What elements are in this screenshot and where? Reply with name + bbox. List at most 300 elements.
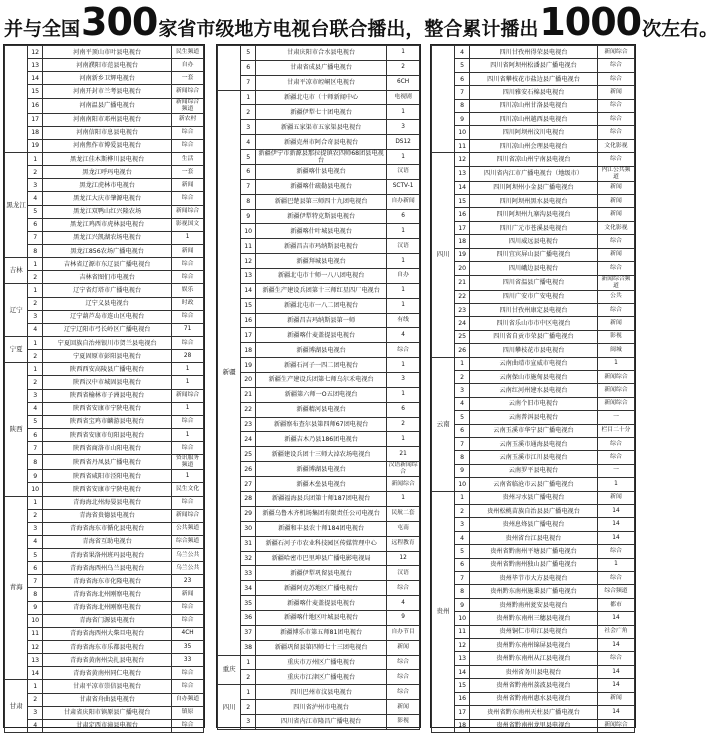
- table-row: [432, 558, 635, 571]
- channel-cell: 1: [597, 478, 634, 491]
- table-row: [432, 598, 635, 611]
- station-name-cell: 甘肃省庆阳市镇原县广播电视台: [43, 706, 172, 719]
- table-row: [432, 153, 635, 166]
- row-number-cell: 25: [241, 447, 256, 462]
- station-table: [217, 45, 420, 730]
- headline-prefix: 并与全国: [4, 18, 81, 40]
- row-number-cell: 13: [455, 166, 470, 181]
- channel-cell: 综合: [172, 258, 204, 271]
- table-row: [5, 455, 204, 470]
- row-number-cell: 9: [241, 209, 256, 224]
- channel-cell: 都市: [597, 598, 634, 611]
- row-number-cell: 13: [241, 269, 256, 284]
- table-row: [218, 75, 420, 90]
- station-name-cell: 新疆石河子一四二团电视台: [256, 358, 387, 373]
- station-name-cell: 陕西汉中市城固县电视台: [43, 376, 172, 389]
- channel-cell: 1: [387, 298, 420, 313]
- row-number-cell: 5: [28, 549, 43, 562]
- province-cell: 陕西: [5, 363, 28, 496]
- station-name-cell: 四川省自贡市荣县广播电视台: [470, 330, 598, 343]
- row-number-cell: 14: [28, 72, 43, 85]
- row-number-cell: 23: [455, 303, 470, 316]
- table-row: [5, 428, 204, 441]
- station-name-cell: 青海省贵德县电视台: [43, 509, 172, 522]
- channel-cell: 综合: [597, 572, 634, 585]
- station-name-cell: 新疆喀什疏勒县电视台: [256, 179, 387, 194]
- row-number-cell: 8: [455, 451, 470, 464]
- channel-cell: 4: [387, 328, 420, 343]
- row-number-cell: 2: [241, 670, 256, 685]
- station-name-cell: 新疆喀什县电视台: [256, 165, 387, 180]
- table-row: [218, 506, 420, 521]
- channel-cell: 新闻: [597, 208, 634, 221]
- channel-cell: 14: [597, 531, 634, 544]
- row-number-cell: 20: [241, 373, 256, 388]
- row-number-cell: 24: [455, 317, 470, 330]
- station-name-cell: 四川阿坝州小金县广播电视台: [470, 181, 598, 194]
- channel-cell: 21: [387, 447, 420, 462]
- province-cell: 四川: [218, 685, 241, 730]
- row-number-cell: 2: [241, 105, 256, 120]
- station-table: [431, 45, 635, 733]
- station-name-cell: 新疆福海县兵团第十师187团电视台: [256, 492, 387, 507]
- channel-cell: 综合: [387, 670, 420, 685]
- row-number-cell: 5: [28, 205, 43, 218]
- table-row: [5, 350, 204, 363]
- station-name-cell: 青海省黄南州尖扎县电视台: [43, 654, 172, 667]
- table-row: [218, 283, 420, 298]
- table-row: [218, 714, 420, 729]
- station-name-cell: 陕西西安高陵县广播电视台: [43, 363, 172, 376]
- row-number-cell: 15: [455, 679, 470, 692]
- table-row: [5, 113, 204, 126]
- station-name-cell: 贵州铜仁市印江县电视台: [470, 625, 598, 638]
- table-row: [5, 244, 204, 257]
- channel-cell: 乌兰公共: [172, 549, 204, 562]
- table-row: [218, 477, 420, 492]
- station-name-cell: 河南平顶山市叶县电视台: [43, 46, 172, 59]
- headline-suffix: 次左右。: [642, 18, 718, 40]
- row-number-cell: 4: [28, 323, 43, 336]
- table-row: [5, 59, 204, 72]
- channel-cell: 3: [387, 373, 420, 388]
- headline-big-number-1000: 1000: [539, 0, 642, 44]
- station-name-cell: 四川广元市苍溪县电视台: [470, 221, 598, 234]
- channel-cell: 6CH: [387, 75, 420, 90]
- table-row: [5, 98, 204, 113]
- row-number-cell: 32: [241, 551, 256, 566]
- channel-cell: 综合: [597, 72, 634, 85]
- station-name-cell: 甘肃平凉市崆峒区电视台: [256, 75, 387, 90]
- station-name-cell: 黑龙江佳木斯桦川县电视台: [43, 152, 172, 165]
- row-number-cell: 15: [455, 195, 470, 208]
- channel-cell: 1: [387, 46, 420, 61]
- row-number-cell: 9: [28, 601, 43, 614]
- station-name-cell: 贵州省黔东南州天柱县广播电视台: [470, 706, 598, 719]
- station-name-cell: 青海省果洛州班玛县电视台: [43, 549, 172, 562]
- row-number-cell: 2: [28, 297, 43, 310]
- row-number-cell: 9: [455, 113, 470, 126]
- table-row: [432, 625, 635, 638]
- station-name-cell: 新疆木垒县电视台: [256, 477, 387, 492]
- table-row: [5, 218, 204, 231]
- row-number-cell: 6: [241, 60, 256, 75]
- table-row: [432, 585, 635, 598]
- channel-cell: 新闻综合: [597, 719, 634, 732]
- station-name-cell: 吉林省辽源市东辽县广播电视台: [43, 258, 172, 271]
- station-name-cell: 四川阿坝州汶川电视台: [470, 126, 598, 139]
- channel-cell: 1: [172, 428, 204, 441]
- table-row: [432, 248, 635, 261]
- station-name-cell: 四川威远县电视台: [470, 235, 598, 248]
- table-row: [432, 491, 635, 504]
- channel-cell: 2: [387, 60, 420, 75]
- station-name-cell: 贵州省黔南州独山县广播电视台: [470, 558, 598, 571]
- channel-cell: 综合: [172, 139, 204, 152]
- row-number-cell: 2: [28, 693, 43, 706]
- station-name-cell: 新疆生产建设兵团第十三师红星四厂电视台: [256, 283, 387, 298]
- row-number-cell: 2: [28, 350, 43, 363]
- station-name-cell: 新疆乌鲁木齐机场集团有限责任公司电视台: [256, 506, 387, 521]
- table-row: [432, 181, 635, 194]
- station-name-cell: 贵州毕节市大方县电视台: [470, 572, 598, 585]
- table-row: [218, 135, 420, 150]
- channel-cell: 生活: [172, 152, 204, 165]
- channel-cell: 综合: [172, 310, 204, 323]
- channel-cell: 综合: [597, 126, 634, 139]
- channel-cell: 综合: [172, 719, 204, 732]
- channel-cell: 一套: [172, 166, 204, 179]
- province-cell: 云南: [432, 357, 455, 491]
- row-number-cell: 18: [28, 126, 43, 139]
- station-name-cell: 新疆生产建设兵团第七师乌尔禾电视台: [256, 373, 387, 388]
- row-number-cell: 7: [455, 572, 470, 585]
- table-row: [218, 447, 420, 462]
- station-name-cell: 云南保山市施甸县电视台: [470, 370, 598, 383]
- channel-cell: 新闻综合: [172, 85, 204, 98]
- row-number-cell: 4: [455, 531, 470, 544]
- table-row: [5, 336, 204, 349]
- station-name-cell: 青海省互助电视台: [43, 535, 172, 548]
- channel-cell: 1: [172, 376, 204, 389]
- row-number-cell: 4: [28, 192, 43, 205]
- channel-cell: 1: [387, 387, 420, 402]
- row-number-cell: 1: [241, 90, 256, 105]
- channel-cell: 综合频道: [172, 535, 204, 548]
- table-row: [218, 685, 420, 700]
- station-name-cell: 青海省海东市化隆电视台: [43, 575, 172, 588]
- station-name-cell: 贵州黔东南州从江县电视台: [470, 652, 598, 665]
- table-row: [432, 139, 635, 152]
- channel-cell: 汉语: [387, 165, 420, 180]
- station-name-cell: 黑龙江呼玛电视台: [43, 166, 172, 179]
- channel-cell: 综合: [172, 126, 204, 139]
- table-row: [218, 417, 420, 432]
- table-row: [218, 313, 420, 328]
- province-cell: 新疆: [218, 90, 241, 655]
- table-row: [5, 323, 204, 336]
- station-name-cell: 青海省海东市循化县电视台: [43, 522, 172, 535]
- station-name-cell: 贵州省黔南州平塘县广播电视台: [470, 545, 598, 558]
- station-name-cell: 黑龙江兴凯湖农场电视台: [43, 231, 172, 244]
- row-number-cell: 12: [28, 641, 43, 654]
- province-cell: 吉林: [5, 258, 28, 284]
- table-row: [5, 575, 204, 588]
- row-number-cell: 19: [455, 248, 470, 261]
- table-row: [5, 389, 204, 402]
- table-row: [432, 451, 635, 464]
- station-name-cell: 陕西省榆林市子洲县电视台: [43, 389, 172, 402]
- channel-cell: 综合: [172, 680, 204, 693]
- station-name-cell: 四川甘孜州康定县电视台: [470, 303, 598, 316]
- channel-cell: 电视剧: [387, 90, 420, 105]
- row-number-cell: 18: [455, 719, 470, 732]
- station-name-cell: 云南玉溪市江川县电视台: [470, 451, 598, 464]
- channel-cell: 一套: [172, 72, 204, 85]
- row-number-cell: 8: [241, 194, 256, 209]
- channel-cell: SCTV-1: [387, 179, 420, 194]
- table-row: [432, 437, 635, 450]
- row-number-cell: 8: [28, 455, 43, 470]
- row-number-cell: 7: [455, 437, 470, 450]
- station-name-cell: 贵州省黔南州惠水县电视台: [470, 692, 598, 705]
- row-number-cell: 10: [28, 614, 43, 627]
- channel-cell: 1: [172, 363, 204, 376]
- channel-cell: 汉语新闻综合: [388, 462, 418, 476]
- row-number-cell: 1: [241, 655, 256, 670]
- row-number-cell: 6: [28, 218, 43, 231]
- station-name-cell: 新疆察布查尔县第四师67团电视台: [256, 417, 387, 432]
- channel-cell: 1: [172, 231, 204, 244]
- channel-cell: 6: [387, 402, 420, 417]
- station-name-cell: 黑龙江856农场广播电视台: [43, 244, 172, 257]
- row-number-cell: 14: [455, 181, 470, 194]
- channel-cell: 4CH: [172, 627, 204, 640]
- channel-cell: 民航二套: [387, 506, 420, 521]
- channel-cell: 新闻: [172, 244, 204, 257]
- channel-cell: 一: [597, 411, 634, 424]
- table-row: [5, 231, 204, 244]
- province-cell: [432, 46, 455, 153]
- table-row: [432, 86, 635, 99]
- table-row: [218, 165, 420, 180]
- channel-cell: 14: [597, 639, 634, 652]
- station-name-cell: 新疆石河子市农业科技园区传媒管理中心: [256, 536, 387, 551]
- channel-cell: 闽城: [597, 344, 634, 357]
- table-row: [218, 209, 420, 224]
- station-name-cell: 新疆博湖县电视台: [256, 462, 387, 477]
- row-number-cell: 9: [455, 464, 470, 477]
- station-name-cell: 新疆昌吉市玛纳斯县电视台: [256, 239, 387, 254]
- row-number-cell: 7: [28, 442, 43, 455]
- station-name-cell: 贵州省黔南州龙里县电视台: [470, 719, 598, 732]
- row-number-cell: 30: [241, 521, 256, 536]
- table-row: [432, 99, 635, 112]
- row-number-cell: 2: [28, 376, 43, 389]
- station-name-cell: 陕西省商洛市山阳电视台: [43, 442, 172, 455]
- table-row: [5, 496, 204, 509]
- channel-cell: 28: [172, 350, 204, 363]
- channel-cell: 公共: [597, 290, 634, 303]
- channel-cell: 新闻: [387, 700, 420, 715]
- table-row: [5, 152, 204, 165]
- channel-cell: 新闻综合: [597, 384, 634, 397]
- row-number-cell: 12: [455, 153, 470, 166]
- row-number-cell: 14: [28, 667, 43, 680]
- station-name-cell: 青海省海西州大柴旦电视台: [43, 627, 172, 640]
- channel-cell: 14: [597, 505, 634, 518]
- row-number-cell: 28: [241, 492, 256, 507]
- table-row: [218, 239, 420, 254]
- table-row: [432, 652, 635, 665]
- table-row: [5, 297, 204, 310]
- channel-cell: 汉语: [387, 239, 420, 254]
- channel-cell: 新闻: [387, 640, 420, 655]
- station-name-cell: 陕西省安康市旬阳县电视台: [43, 428, 172, 441]
- table-row: [5, 614, 204, 627]
- channel-cell: 新闻: [597, 491, 634, 504]
- channel-cell: 1: [597, 558, 634, 571]
- row-number-cell: 24: [241, 432, 256, 447]
- station-name-cell: 辽宁葫芦岛市连山区电视台: [43, 310, 172, 323]
- channel-cell: 有线: [387, 313, 420, 328]
- station-name-cell: 青海省海北州刚察电视台: [43, 601, 172, 614]
- station-name-cell: 新疆阿克苏地区广播电视台: [256, 581, 387, 596]
- table-row: [5, 680, 204, 693]
- row-number-cell: 10: [455, 126, 470, 139]
- channel-cell: 乌兰公共: [172, 562, 204, 575]
- channel-cell: 新闻综合: [597, 370, 634, 383]
- row-number-cell: 1: [455, 357, 470, 370]
- station-name-cell: 四川雅安石棉县电视台: [470, 86, 598, 99]
- channel-cell: 新闻综合频道: [172, 98, 204, 113]
- row-number-cell: 4: [455, 46, 470, 59]
- channel-cell: 新闻: [597, 317, 634, 330]
- row-number-cell: 31: [241, 536, 256, 551]
- row-number-cell: 19: [241, 358, 256, 373]
- row-number-cell: 6: [455, 424, 470, 437]
- row-number-cell: 21: [455, 275, 470, 290]
- table-row: [218, 387, 420, 402]
- station-name-cell: 新疆五家渠市五家渠县电视台: [256, 120, 387, 135]
- row-number-cell: 4: [28, 535, 43, 548]
- station-name-cell: 甘肃庆阳市合水县电视台: [256, 46, 387, 61]
- row-number-cell: 1: [28, 680, 43, 693]
- channel-cell: 综合: [597, 235, 634, 248]
- row-number-cell: 3: [241, 714, 256, 729]
- station-name-cell: 河南新乡卫辉电视台: [43, 72, 172, 85]
- table-row: [5, 588, 204, 601]
- station-name-cell: 云南普洱县电视台: [470, 411, 598, 424]
- row-number-cell: 26: [241, 462, 256, 477]
- row-number-cell: 36: [241, 610, 256, 625]
- channel-cell: 自办: [172, 59, 204, 72]
- channel-cell: 一: [597, 464, 634, 477]
- station-name-cell: 四川省凉山州宁南县电视台: [470, 153, 598, 166]
- tv-station-tables: [0, 44, 640, 728]
- table-row: [218, 462, 420, 477]
- row-number-cell: 13: [28, 654, 43, 667]
- row-number-cell: 1: [28, 152, 43, 165]
- table-row: [432, 195, 635, 208]
- row-number-cell: 17: [455, 221, 470, 234]
- table-row: [5, 470, 204, 483]
- channel-cell: 综合: [387, 655, 420, 670]
- row-number-cell: 2: [241, 700, 256, 715]
- channel-cell: 33: [172, 654, 204, 667]
- station-name-cell: 四川阿坝州九寨沟县电视台: [470, 208, 598, 221]
- station-table: [4, 45, 204, 733]
- station-name-cell: 四川巴州市汶县电视台: [256, 685, 387, 700]
- row-number-cell: 6: [28, 562, 43, 575]
- channel-cell: 1: [387, 105, 420, 120]
- channel-cell: 综合: [172, 614, 204, 627]
- table-row: [432, 46, 635, 59]
- station-name-cell: 四川省泸州市电视台: [256, 700, 387, 715]
- row-number-cell: 21: [241, 387, 256, 402]
- row-number-cell: 9: [28, 470, 43, 483]
- channel-cell: 娱乐: [172, 284, 204, 297]
- channel-cell: 4: [387, 596, 420, 611]
- table-row: [5, 641, 204, 654]
- channel-cell: 新闻综合: [597, 397, 634, 410]
- station-name-cell: 新疆北屯市一八二团电视台: [256, 298, 387, 313]
- station-name-cell: 贵州黔东南州锦屏县电视台: [470, 639, 598, 652]
- station-name-cell: 四川省温县广播电视台: [470, 275, 598, 290]
- channel-cell: 镇原: [172, 706, 204, 719]
- row-number-cell: 5: [28, 415, 43, 428]
- row-number-cell: 17: [28, 113, 43, 126]
- channel-cell: 影视: [597, 330, 634, 343]
- row-number-cell: 17: [241, 328, 256, 343]
- channel-cell: 1: [387, 432, 420, 447]
- row-number-cell: 7: [455, 86, 470, 99]
- channel-cell: 综合: [597, 303, 634, 316]
- station-name-cell: 四川凉山州甘洛县电视台: [470, 99, 598, 112]
- table-row: [218, 358, 420, 373]
- table-row: [5, 601, 204, 614]
- channel-cell: 新闻综合: [172, 509, 204, 522]
- channel-cell: 6: [387, 209, 420, 224]
- table-row: [218, 373, 420, 388]
- channel-cell: 9: [387, 610, 420, 625]
- station-name-cell: 新疆克州市阿合奇县电视台: [256, 135, 387, 150]
- table-row: [218, 150, 420, 165]
- station-name-cell: 云南罗平县电视台: [470, 464, 598, 477]
- channel-cell: 公共频道: [172, 522, 204, 535]
- table-row: [5, 205, 204, 218]
- table-row: [5, 549, 204, 562]
- station-name-cell: 新疆拜城县电视台: [256, 254, 387, 269]
- table-row: [5, 693, 204, 706]
- row-number-cell: 3: [455, 518, 470, 531]
- table-row: [432, 505, 635, 518]
- table-row: [218, 224, 420, 239]
- table-row: [218, 581, 420, 596]
- row-number-cell: 15: [28, 85, 43, 98]
- table-row: [5, 415, 204, 428]
- channel-cell: 1: [387, 224, 420, 239]
- row-number-cell: 7: [241, 179, 256, 194]
- table-row: [5, 258, 204, 271]
- table-row: [432, 424, 635, 437]
- station-name-cell: 新疆巴楚县第三师四十九团电视台: [256, 194, 387, 209]
- row-number-cell: 8: [455, 585, 470, 598]
- channel-cell: 2: [387, 417, 420, 432]
- channel-cell: 新闻综合: [172, 205, 204, 218]
- channel-cell: 影视国文: [172, 218, 204, 231]
- row-number-cell: 34: [241, 581, 256, 596]
